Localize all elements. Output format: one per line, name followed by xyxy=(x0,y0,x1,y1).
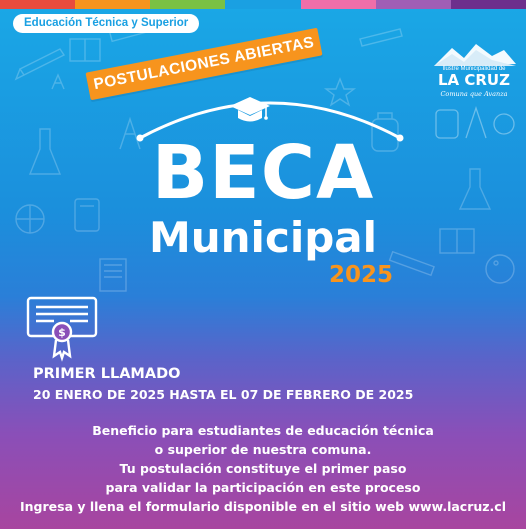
abc-doodle-icon xyxy=(52,75,64,89)
stripe xyxy=(225,0,300,9)
stripe xyxy=(0,0,75,9)
description xyxy=(0,421,526,516)
call-heading: PRIMER LLAMADO xyxy=(33,366,181,382)
book-doodle-icon xyxy=(70,39,100,61)
certificate-icon xyxy=(24,294,100,362)
description-line: o superior de nuestra comuna. xyxy=(154,442,372,457)
title-municipal: Municipal xyxy=(148,213,378,262)
graduation-cap-icon xyxy=(229,95,271,127)
stripe xyxy=(376,0,451,9)
call-dates: 20 ENERO DE 2025 HASTA EL 07 DE FEBRERO DE 2025 xyxy=(33,387,414,402)
stripe xyxy=(150,0,225,9)
category-chip: Educación Técnica y Superior xyxy=(13,14,199,33)
description-line: para validar la participación en este proceso xyxy=(105,480,421,495)
description-line: Beneficio para estudiantes de educación técnica xyxy=(92,423,434,438)
banner-label: POSTULACIONES ABIERTAS xyxy=(92,33,316,94)
title-year: 2025 xyxy=(328,262,393,288)
logo-line1: Ilustre Municipalidad de xyxy=(442,66,506,72)
svg-text:$: $ xyxy=(58,326,66,339)
pencil-doodle-icon xyxy=(360,29,402,46)
title-beca: BECA xyxy=(151,130,375,216)
stripe xyxy=(75,0,150,9)
la-cruz-logo xyxy=(426,38,522,148)
pencil-doodle-icon xyxy=(16,49,64,79)
description-line: Ingresa y llena el formulario disponible en el sitio web www.lacruz.cl xyxy=(20,499,506,514)
stripe xyxy=(451,0,526,9)
logo-tagline: Comuna que Avanza xyxy=(440,90,508,98)
description-line: Tu postulación constituye el primer paso xyxy=(119,461,407,476)
top-color-stripes xyxy=(0,0,526,9)
stripe xyxy=(301,0,376,9)
logo-name: LA CRUZ xyxy=(437,71,511,89)
